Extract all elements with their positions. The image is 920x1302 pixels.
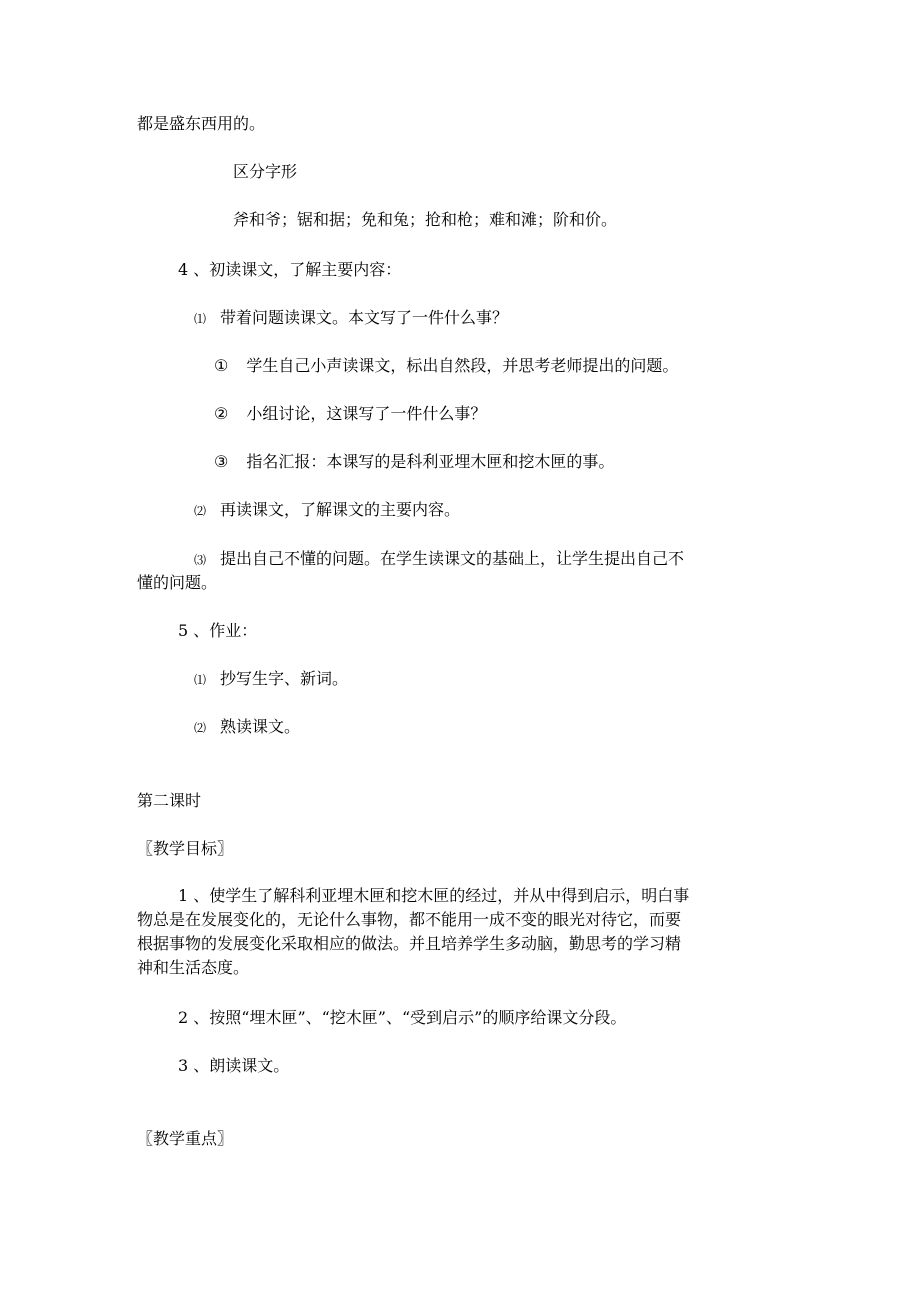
- list-item: [214, 354, 678, 378]
- list-item-text: 指名汇报：本课写的是科利亚埋木匣和挖木匣的事。: [246, 452, 615, 471]
- list-item-text: 抄写生字、新词。: [220, 669, 349, 688]
- list-number: ②: [214, 404, 229, 423]
- list-item-text: 提出自己不懂的问题。在学生读课文的基础上，让学生提出自己不: [220, 549, 685, 568]
- list-item: [194, 306, 508, 331]
- list-item-text: 带着问题读课文。本文写了一件什么事？: [220, 308, 509, 327]
- list-item-text: 小组讨论，这课写了一件什么事？: [246, 404, 487, 423]
- text-line: 都是盛东西用的。: [137, 114, 266, 133]
- objective-1-line: 根据事物的发展变化采取相应的做法。并且培养学生多动脑，勤思考的学习精: [137, 934, 682, 953]
- list-item: [194, 715, 300, 740]
- list-item: [194, 498, 460, 523]
- objective-3: 3 、朗读课文。: [178, 1056, 290, 1075]
- list-number: ⑵: [194, 504, 207, 518]
- objective-1-line: 1 、使学生了解科利亚埋木匣和挖木匣的经过，并从中得到启示，明白事: [178, 886, 690, 905]
- section-step-5: 5 、作业：: [178, 621, 258, 640]
- section-step-4: 4 、初读课文，了解主要内容：: [178, 260, 402, 279]
- objective-2: 2 、按照“埋木匣”、“挖木匣”、“受到启示”的顺序给课文分段。: [178, 1008, 627, 1027]
- list-number: ⑴: [194, 312, 207, 326]
- subheading-distinguish-shapes: 区分字形: [233, 162, 298, 181]
- section-heading-key-points: 〖教学重点〗: [137, 1129, 234, 1148]
- section-heading-objectives: 〖教学目标〗: [137, 839, 234, 858]
- list-number: ③: [214, 452, 229, 471]
- list-item: [194, 547, 684, 572]
- list-item-text: 学生自己小声读课文，标出自然段，并思考老师提出的问题。: [246, 356, 679, 375]
- list-item-continuation: 懂的问题。: [137, 573, 218, 592]
- list-item: [214, 402, 486, 426]
- objective-1-line: 神和生活态度。: [137, 958, 250, 977]
- list-item-text: 熟读课文。: [220, 717, 301, 736]
- objective-1-line: 物总是在发展变化的，无论什么事物，都不能用一成不变的眼光对待它，而要: [137, 910, 682, 929]
- text-line: 斧和爷；锯和据；免和兔；抢和枪；难和滩；阶和价。: [233, 210, 618, 229]
- list-item: [194, 667, 348, 692]
- list-number: ①: [214, 356, 229, 375]
- list-item-text: 再读课文，了解课文的主要内容。: [220, 500, 461, 519]
- list-number: ⑶: [194, 553, 207, 567]
- list-number: ⑵: [194, 721, 207, 735]
- list-item: [214, 450, 614, 474]
- lesson-heading: 第二课时: [137, 791, 202, 810]
- list-number: ⑴: [194, 673, 207, 687]
